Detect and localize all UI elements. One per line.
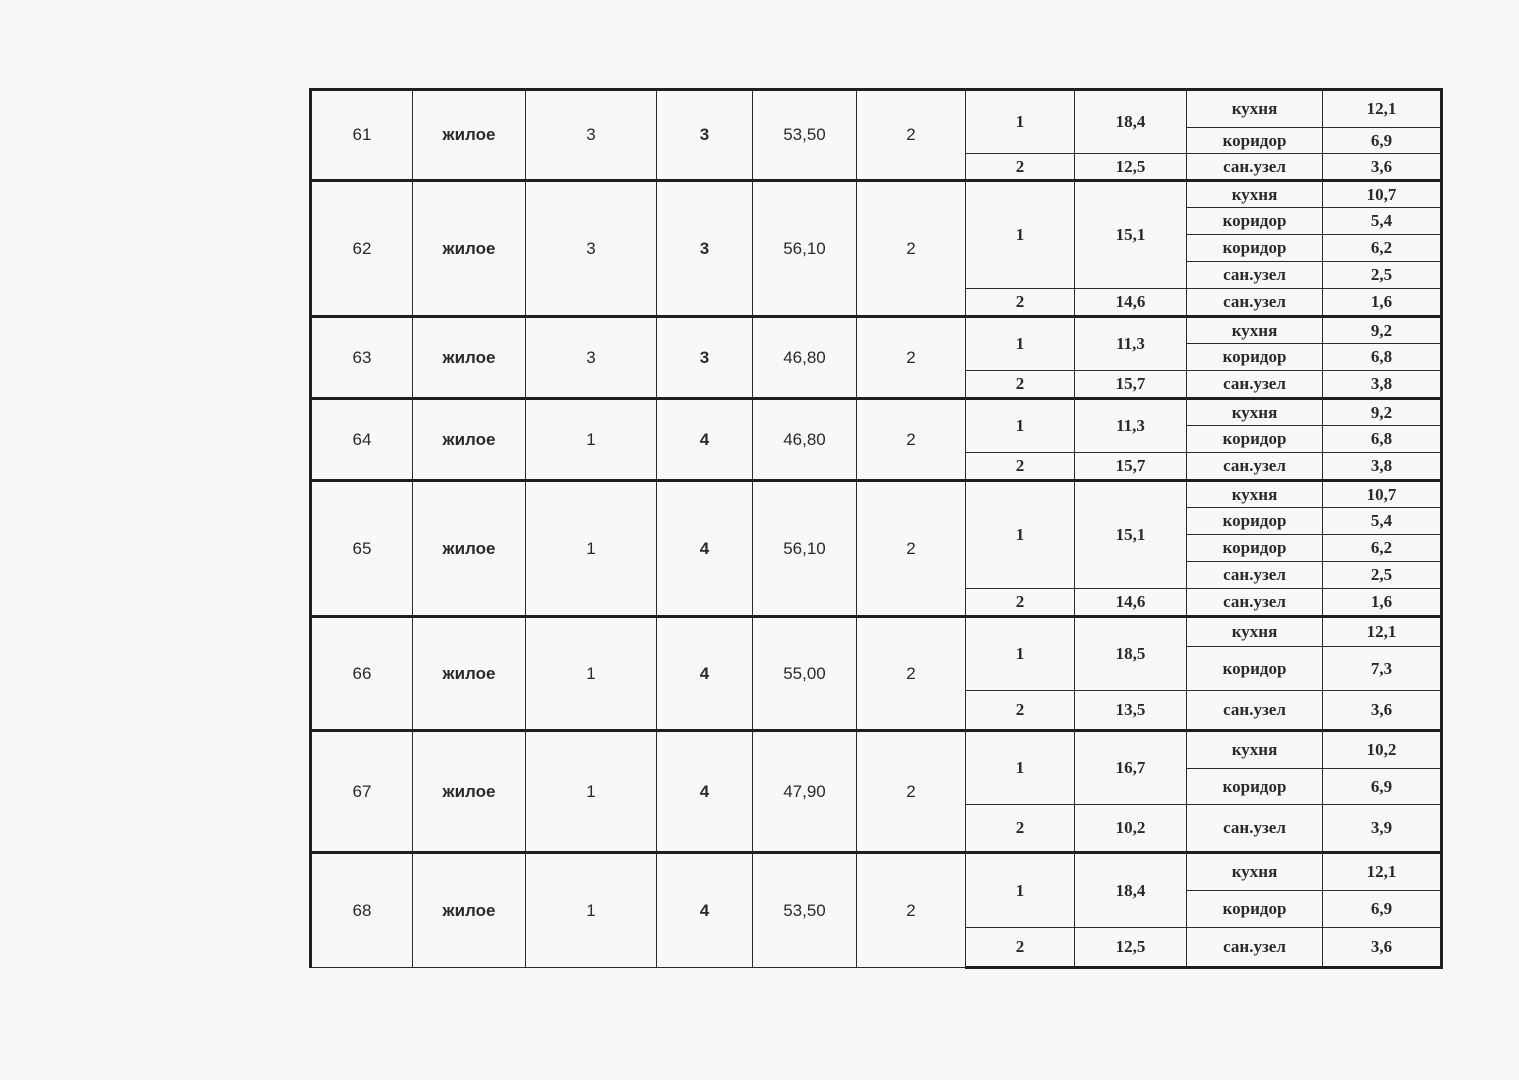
rooms-count: 2 [857, 853, 966, 968]
room-area: 18,4 [1075, 853, 1187, 928]
floor-number: 3 [657, 90, 753, 181]
section-number: 3 [526, 317, 657, 399]
aux-room-area: 3,6 [1323, 928, 1442, 968]
aux-room-name: сан.узел [1187, 928, 1323, 968]
apartment-number: 65 [311, 481, 413, 617]
room-area: 15,7 [1075, 453, 1187, 481]
room-area: 15,1 [1075, 481, 1187, 589]
aux-room-area: 6,9 [1323, 769, 1442, 805]
aux-room-area: 12,1 [1323, 853, 1442, 891]
room-number: 1 [966, 481, 1075, 589]
room-number: 1 [966, 317, 1075, 371]
total-area: 56,10 [753, 181, 857, 317]
rooms-count: 2 [857, 731, 966, 853]
table-row [311, 181, 1442, 208]
room-number: 1 [966, 181, 1075, 289]
room-area: 14,6 [1075, 289, 1187, 317]
aux-room-name: кухня [1187, 181, 1323, 208]
rooms-count: 2 [857, 181, 966, 317]
aux-room-area: 1,6 [1323, 589, 1442, 617]
aux-room-area: 6,9 [1323, 128, 1442, 154]
aux-room-name: коридор [1187, 426, 1323, 453]
apartment-type: жилое [413, 617, 526, 731]
floor-number: 4 [657, 731, 753, 853]
room-area: 16,7 [1075, 731, 1187, 805]
apartment-type: жилое [413, 399, 526, 481]
total-area: 53,50 [753, 90, 857, 181]
aux-room-name: кухня [1187, 481, 1323, 508]
room-area: 18,5 [1075, 617, 1187, 691]
aux-room-name: коридор [1187, 344, 1323, 371]
aux-room-name: коридор [1187, 208, 1323, 235]
room-number: 2 [966, 691, 1075, 731]
room-area: 15,7 [1075, 371, 1187, 399]
total-area: 47,90 [753, 731, 857, 853]
aux-room-name: кухня [1187, 90, 1323, 128]
room-area: 10,2 [1075, 805, 1187, 853]
room-number: 2 [966, 928, 1075, 968]
room-number: 2 [966, 371, 1075, 399]
table-row [311, 317, 1442, 344]
apartment-number: 64 [311, 399, 413, 481]
aux-room-name: коридор [1187, 891, 1323, 928]
aux-room-name: сан.узел [1187, 589, 1323, 617]
section-number: 1 [526, 481, 657, 617]
aux-room-area: 5,4 [1323, 208, 1442, 235]
aux-room-area: 1,6 [1323, 289, 1442, 317]
total-area: 56,10 [753, 481, 857, 617]
floor-number: 3 [657, 181, 753, 317]
aux-room-area: 6,9 [1323, 891, 1442, 928]
aux-room-area: 3,6 [1323, 154, 1442, 181]
room-number: 2 [966, 289, 1075, 317]
aux-room-area: 9,2 [1323, 399, 1442, 426]
aux-room-name: сан.узел [1187, 289, 1323, 317]
aux-room-area: 10,7 [1323, 181, 1442, 208]
aux-room-area: 6,2 [1323, 535, 1442, 562]
room-area: 14,6 [1075, 589, 1187, 617]
apartment-type: жилое [413, 181, 526, 317]
section-number: 3 [526, 181, 657, 317]
room-area: 11,3 [1075, 399, 1187, 453]
floor-number: 4 [657, 399, 753, 481]
room-number: 2 [966, 589, 1075, 617]
aux-room-name: коридор [1187, 769, 1323, 805]
aux-room-name: кухня [1187, 731, 1323, 769]
apartment-number: 63 [311, 317, 413, 399]
apartment-type: жилое [413, 317, 526, 399]
rooms-count: 2 [857, 617, 966, 731]
aux-room-name: коридор [1187, 535, 1323, 562]
section-number: 1 [526, 617, 657, 731]
aux-room-area: 3,8 [1323, 371, 1442, 399]
room-area: 15,1 [1075, 181, 1187, 289]
table-row [311, 90, 1442, 128]
section-number: 1 [526, 853, 657, 968]
aux-room-area: 6,8 [1323, 344, 1442, 371]
room-area: 11,3 [1075, 317, 1187, 371]
room-area: 18,4 [1075, 90, 1187, 154]
section-number: 3 [526, 90, 657, 181]
apartment-number: 61 [311, 90, 413, 181]
apartment-type: жилое [413, 853, 526, 968]
apartment-type: жилое [413, 90, 526, 181]
aux-room-name: сан.узел [1187, 691, 1323, 731]
table-row [311, 731, 1442, 769]
rooms-count: 2 [857, 317, 966, 399]
room-number: 1 [966, 399, 1075, 453]
aux-room-name: сан.узел [1187, 453, 1323, 481]
aux-room-area: 3,8 [1323, 453, 1442, 481]
aux-room-area: 12,1 [1323, 617, 1442, 647]
aux-room-area: 7,3 [1323, 647, 1442, 691]
apartment-number: 62 [311, 181, 413, 317]
aux-room-area: 3,9 [1323, 805, 1442, 853]
aux-room-area: 10,2 [1323, 731, 1442, 769]
aux-room-name: кухня [1187, 853, 1323, 891]
apartment-type: жилое [413, 481, 526, 617]
table-row [311, 617, 1442, 647]
room-number: 2 [966, 453, 1075, 481]
total-area: 55,00 [753, 617, 857, 731]
apartment-table-body [311, 90, 1442, 968]
aux-room-name: сан.узел [1187, 805, 1323, 853]
apartment-number: 68 [311, 853, 413, 968]
aux-room-area: 5,4 [1323, 508, 1442, 535]
room-number: 2 [966, 805, 1075, 853]
table-row [311, 853, 1442, 891]
total-area: 46,80 [753, 399, 857, 481]
aux-room-name: кухня [1187, 617, 1323, 647]
aux-room-area: 3,6 [1323, 691, 1442, 731]
room-number: 1 [966, 617, 1075, 691]
aux-room-name: кухня [1187, 317, 1323, 344]
aux-room-name: коридор [1187, 647, 1323, 691]
aux-room-area: 12,1 [1323, 90, 1442, 128]
section-number: 1 [526, 399, 657, 481]
floor-number: 3 [657, 317, 753, 399]
aux-room-area: 6,8 [1323, 426, 1442, 453]
aux-room-name: сан.узел [1187, 371, 1323, 399]
rooms-count: 2 [857, 90, 966, 181]
aux-room-area: 10,7 [1323, 481, 1442, 508]
table-row [311, 399, 1442, 426]
apartment-number: 66 [311, 617, 413, 731]
total-area: 53,50 [753, 853, 857, 968]
aux-room-name: коридор [1187, 235, 1323, 262]
apartment-number: 67 [311, 731, 413, 853]
room-number: 1 [966, 853, 1075, 928]
floor-number: 4 [657, 481, 753, 617]
table-row [311, 481, 1442, 508]
rooms-count: 2 [857, 399, 966, 481]
aux-room-name: сан.узел [1187, 262, 1323, 289]
apartment-type: жилое [413, 731, 526, 853]
aux-room-area: 2,5 [1323, 562, 1442, 589]
room-area: 12,5 [1075, 154, 1187, 181]
room-number: 1 [966, 731, 1075, 805]
floor-number: 4 [657, 617, 753, 731]
rooms-count: 2 [857, 481, 966, 617]
aux-room-name: коридор [1187, 128, 1323, 154]
room-number: 1 [966, 90, 1075, 154]
aux-room-name: кухня [1187, 399, 1323, 426]
aux-room-area: 2,5 [1323, 262, 1442, 289]
apartment-table [309, 88, 1443, 969]
aux-room-name: сан.узел [1187, 562, 1323, 589]
room-area: 13,5 [1075, 691, 1187, 731]
aux-room-name: коридор [1187, 508, 1323, 535]
total-area: 46,80 [753, 317, 857, 399]
room-number: 2 [966, 154, 1075, 181]
room-area: 12,5 [1075, 928, 1187, 968]
aux-room-area: 9,2 [1323, 317, 1442, 344]
aux-room-name: сан.узел [1187, 154, 1323, 181]
aux-room-area: 6,2 [1323, 235, 1442, 262]
section-number: 1 [526, 731, 657, 853]
floor-number: 4 [657, 853, 753, 968]
